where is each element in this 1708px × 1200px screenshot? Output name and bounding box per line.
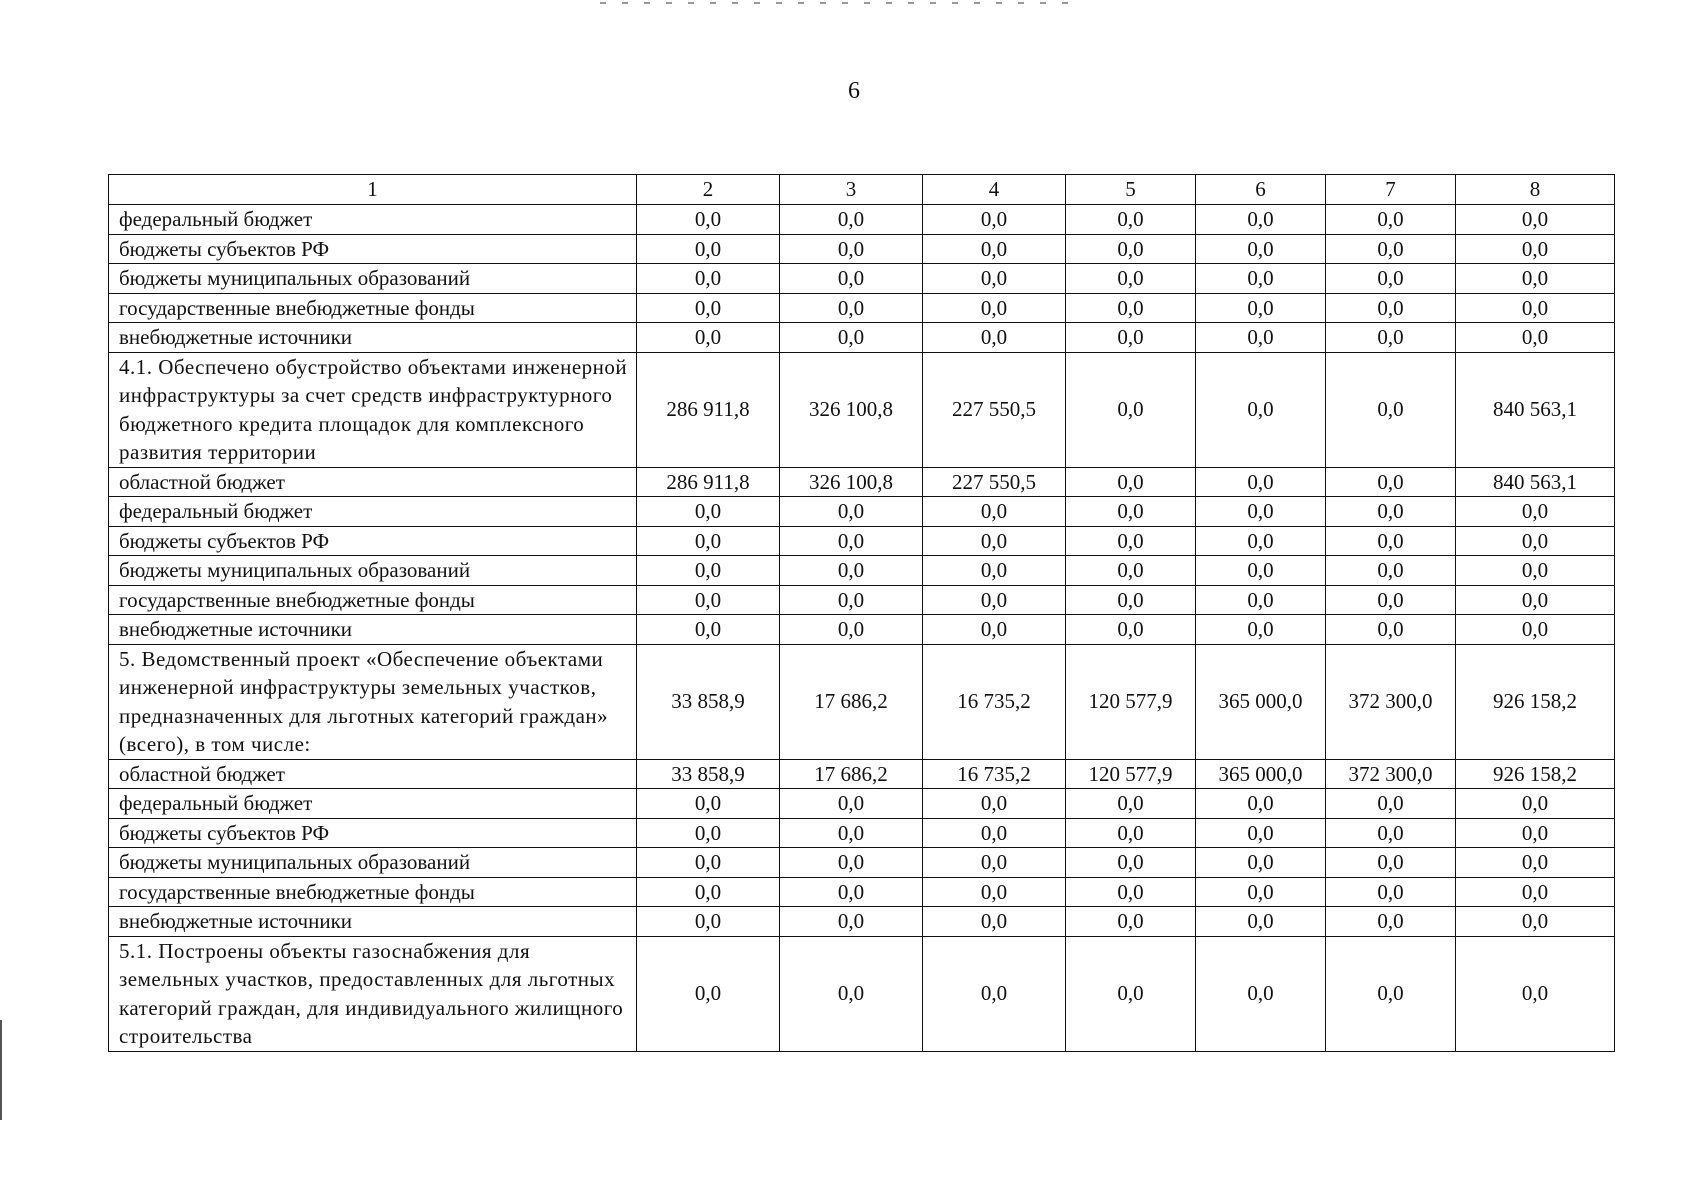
value-cell: 0,0 (1066, 293, 1196, 323)
page-number: 6 (848, 78, 860, 104)
value-cell: 0,0 (780, 936, 923, 1051)
value-cell: 0,0 (1196, 585, 1326, 615)
scan-artifact-edge (0, 1020, 2, 1120)
column-header: 1 (109, 175, 637, 205)
value-cell: 0,0 (923, 497, 1066, 527)
table-row (109, 936, 1615, 1051)
value-cell: 0,0 (1066, 234, 1196, 264)
value-cell: 0,0 (1066, 818, 1196, 848)
value-cell: 0,0 (1066, 467, 1196, 497)
value-cell: 227 550,5 (923, 352, 1066, 467)
value-cell: 0,0 (923, 848, 1066, 878)
value-cell: 0,0 (1196, 936, 1326, 1051)
value-cell: 0,0 (1326, 497, 1456, 527)
value-cell: 17 686,2 (780, 759, 923, 789)
value-cell: 0,0 (637, 615, 780, 645)
value-cell: 0,0 (637, 497, 780, 527)
value-cell: 0,0 (1066, 615, 1196, 645)
table-row (109, 205, 1615, 235)
column-header: 5 (1066, 175, 1196, 205)
row-label: бюджеты муниципальных образований (109, 848, 637, 878)
row-label: 4.1. Обеспечено обустройство объектами инженерной инфраструктуры за счет средств инфраструктурного бюджетного кредита площадок для комплексного развития территории (109, 352, 637, 467)
value-cell: 0,0 (1066, 848, 1196, 878)
value-cell: 0,0 (1326, 526, 1456, 556)
row-label: внебюджетные источники (109, 615, 637, 645)
row-label: бюджеты субъектов РФ (109, 234, 637, 264)
row-label: бюджеты субъектов РФ (109, 526, 637, 556)
value-cell: 0,0 (637, 936, 780, 1051)
value-cell: 0,0 (1066, 264, 1196, 294)
value-cell: 0,0 (637, 877, 780, 907)
row-label: бюджеты муниципальных образований (109, 264, 637, 294)
value-cell: 0,0 (780, 789, 923, 819)
value-cell: 0,0 (1326, 818, 1456, 848)
value-cell: 0,0 (1456, 585, 1615, 615)
value-cell: 0,0 (780, 907, 923, 937)
value-cell: 0,0 (1326, 264, 1456, 294)
value-cell: 0,0 (1196, 615, 1326, 645)
column-header: 4 (923, 175, 1066, 205)
value-cell: 33 858,9 (637, 759, 780, 789)
value-cell: 0,0 (780, 585, 923, 615)
value-cell: 0,0 (1456, 264, 1615, 294)
value-cell: 120 577,9 (1066, 759, 1196, 789)
value-cell: 33 858,9 (637, 644, 780, 759)
value-cell: 0,0 (780, 264, 923, 294)
table-row (109, 615, 1615, 645)
table-row (109, 323, 1615, 353)
value-cell: 926 158,2 (1456, 759, 1615, 789)
value-cell: 286 911,8 (637, 467, 780, 497)
value-cell: 286 911,8 (637, 352, 780, 467)
table-row (109, 264, 1615, 294)
value-cell: 0,0 (923, 907, 1066, 937)
table-row (109, 877, 1615, 907)
table-header-row (109, 175, 1615, 205)
value-cell: 0,0 (637, 526, 780, 556)
value-cell: 0,0 (1456, 936, 1615, 1051)
value-cell: 0,0 (923, 877, 1066, 907)
value-cell: 0,0 (923, 585, 1066, 615)
row-label: внебюджетные источники (109, 323, 637, 353)
value-cell: 0,0 (923, 818, 1066, 848)
value-cell: 372 300,0 (1326, 644, 1456, 759)
value-cell: 0,0 (1456, 818, 1615, 848)
column-header: 6 (1196, 175, 1326, 205)
value-cell: 0,0 (1196, 352, 1326, 467)
scan-artifact-top (600, 2, 1080, 4)
row-label: государственные внебюджетные фонды (109, 877, 637, 907)
value-cell: 372 300,0 (1326, 759, 1456, 789)
row-label: бюджеты муниципальных образований (109, 556, 637, 586)
value-cell: 0,0 (780, 293, 923, 323)
value-cell: 0,0 (1326, 789, 1456, 819)
value-cell: 0,0 (1196, 497, 1326, 527)
value-cell: 0,0 (1196, 467, 1326, 497)
value-cell: 0,0 (1066, 352, 1196, 467)
value-cell: 0,0 (1066, 877, 1196, 907)
value-cell: 0,0 (1326, 585, 1456, 615)
value-cell: 0,0 (1456, 497, 1615, 527)
value-cell: 16 735,2 (923, 759, 1066, 789)
row-label: бюджеты субъектов РФ (109, 818, 637, 848)
value-cell: 0,0 (1326, 323, 1456, 353)
value-cell: 0,0 (1196, 818, 1326, 848)
value-cell: 0,0 (1066, 585, 1196, 615)
value-cell: 0,0 (1326, 907, 1456, 937)
budget-table (108, 174, 1615, 1052)
value-cell: 0,0 (1326, 615, 1456, 645)
value-cell: 0,0 (637, 907, 780, 937)
value-cell: 0,0 (1196, 848, 1326, 878)
value-cell: 0,0 (923, 789, 1066, 819)
column-header: 3 (780, 175, 923, 205)
value-cell: 0,0 (1196, 293, 1326, 323)
value-cell: 0,0 (780, 848, 923, 878)
value-cell: 0,0 (923, 936, 1066, 1051)
value-cell: 0,0 (1456, 877, 1615, 907)
value-cell: 326 100,8 (780, 467, 923, 497)
table-row (109, 556, 1615, 586)
value-cell: 0,0 (1456, 293, 1615, 323)
value-cell: 0,0 (1326, 234, 1456, 264)
value-cell: 0,0 (637, 205, 780, 235)
value-cell: 326 100,8 (780, 352, 923, 467)
row-label: областной бюджет (109, 759, 637, 789)
value-cell: 0,0 (923, 264, 1066, 294)
table-row (109, 526, 1615, 556)
value-cell: 0,0 (637, 789, 780, 819)
value-cell: 0,0 (1196, 205, 1326, 235)
value-cell: 0,0 (1066, 205, 1196, 235)
value-cell: 0,0 (923, 234, 1066, 264)
value-cell: 0,0 (637, 818, 780, 848)
row-label: федеральный бюджет (109, 497, 637, 527)
column-header: 8 (1456, 175, 1615, 205)
table-row (109, 293, 1615, 323)
value-cell: 0,0 (1456, 907, 1615, 937)
value-cell: 0,0 (1066, 497, 1196, 527)
table-row (109, 467, 1615, 497)
value-cell: 0,0 (637, 556, 780, 586)
row-label: федеральный бюджет (109, 205, 637, 235)
value-cell: 17 686,2 (780, 644, 923, 759)
value-cell: 0,0 (923, 615, 1066, 645)
table-row (109, 352, 1615, 467)
row-label: федеральный бюджет (109, 789, 637, 819)
value-cell: 0,0 (1456, 526, 1615, 556)
value-cell: 0,0 (1196, 526, 1326, 556)
value-cell: 0,0 (1196, 789, 1326, 819)
value-cell: 0,0 (1196, 234, 1326, 264)
value-cell: 227 550,5 (923, 467, 1066, 497)
value-cell: 0,0 (780, 205, 923, 235)
value-cell: 0,0 (1456, 205, 1615, 235)
value-cell: 0,0 (637, 264, 780, 294)
value-cell: 120 577,9 (1066, 644, 1196, 759)
table-row (109, 585, 1615, 615)
value-cell: 0,0 (923, 205, 1066, 235)
value-cell: 0,0 (1456, 615, 1615, 645)
value-cell: 0,0 (1326, 877, 1456, 907)
row-label: 5.1. Построены объекты газоснабжения для земельных участков, предоставленных для льготных категорий граждан, для индивидуального жилищного строительства (109, 936, 637, 1051)
row-label: 5. Ведомственный проект «Обеспечение объектами инженерной инфраструктуры земельных участков, предназначенных для льготных категорий граждан» (всего), в том числе: (109, 644, 637, 759)
value-cell: 0,0 (1066, 556, 1196, 586)
value-cell: 0,0 (923, 526, 1066, 556)
table-row (109, 644, 1615, 759)
value-cell: 0,0 (1066, 526, 1196, 556)
value-cell: 0,0 (1326, 467, 1456, 497)
value-cell: 0,0 (637, 234, 780, 264)
value-cell: 926 158,2 (1456, 644, 1615, 759)
row-label: областной бюджет (109, 467, 637, 497)
table-row (109, 818, 1615, 848)
value-cell: 0,0 (1196, 264, 1326, 294)
table-row (109, 759, 1615, 789)
value-cell: 0,0 (1066, 936, 1196, 1051)
value-cell: 0,0 (637, 323, 780, 353)
value-cell: 0,0 (1196, 556, 1326, 586)
value-cell: 0,0 (780, 818, 923, 848)
column-header: 2 (637, 175, 780, 205)
row-label: государственные внебюджетные фонды (109, 293, 637, 323)
value-cell: 0,0 (1326, 352, 1456, 467)
value-cell: 365 000,0 (1196, 644, 1326, 759)
value-cell: 0,0 (780, 556, 923, 586)
value-cell: 365 000,0 (1196, 759, 1326, 789)
value-cell: 0,0 (923, 556, 1066, 586)
column-header: 7 (1326, 175, 1456, 205)
value-cell: 0,0 (923, 293, 1066, 323)
value-cell: 0,0 (780, 615, 923, 645)
table-row (109, 234, 1615, 264)
value-cell: 0,0 (780, 526, 923, 556)
table-row (109, 789, 1615, 819)
table-row (109, 848, 1615, 878)
value-cell: 0,0 (1326, 293, 1456, 323)
value-cell: 0,0 (637, 848, 780, 878)
value-cell: 0,0 (1196, 877, 1326, 907)
table-row (109, 907, 1615, 937)
value-cell: 0,0 (780, 234, 923, 264)
value-cell: 840 563,1 (1456, 352, 1615, 467)
row-label: государственные внебюджетные фонды (109, 585, 637, 615)
value-cell: 0,0 (780, 323, 923, 353)
value-cell: 0,0 (1326, 556, 1456, 586)
value-cell: 0,0 (637, 585, 780, 615)
value-cell: 0,0 (1066, 907, 1196, 937)
value-cell: 0,0 (1456, 848, 1615, 878)
value-cell: 0,0 (637, 293, 780, 323)
value-cell: 0,0 (1456, 556, 1615, 586)
value-cell: 16 735,2 (923, 644, 1066, 759)
table-row (109, 497, 1615, 527)
value-cell: 0,0 (1326, 205, 1456, 235)
value-cell: 0,0 (923, 323, 1066, 353)
value-cell: 0,0 (1066, 789, 1196, 819)
table-body (109, 205, 1615, 1052)
row-label: внебюджетные источники (109, 907, 637, 937)
value-cell: 0,0 (1456, 789, 1615, 819)
value-cell: 0,0 (1326, 848, 1456, 878)
value-cell: 840 563,1 (1456, 467, 1615, 497)
value-cell: 0,0 (1326, 936, 1456, 1051)
value-cell: 0,0 (780, 497, 923, 527)
value-cell: 0,0 (1456, 323, 1615, 353)
value-cell: 0,0 (1066, 323, 1196, 353)
value-cell: 0,0 (780, 877, 923, 907)
value-cell: 0,0 (1196, 323, 1326, 353)
value-cell: 0,0 (1456, 234, 1615, 264)
value-cell: 0,0 (1196, 907, 1326, 937)
